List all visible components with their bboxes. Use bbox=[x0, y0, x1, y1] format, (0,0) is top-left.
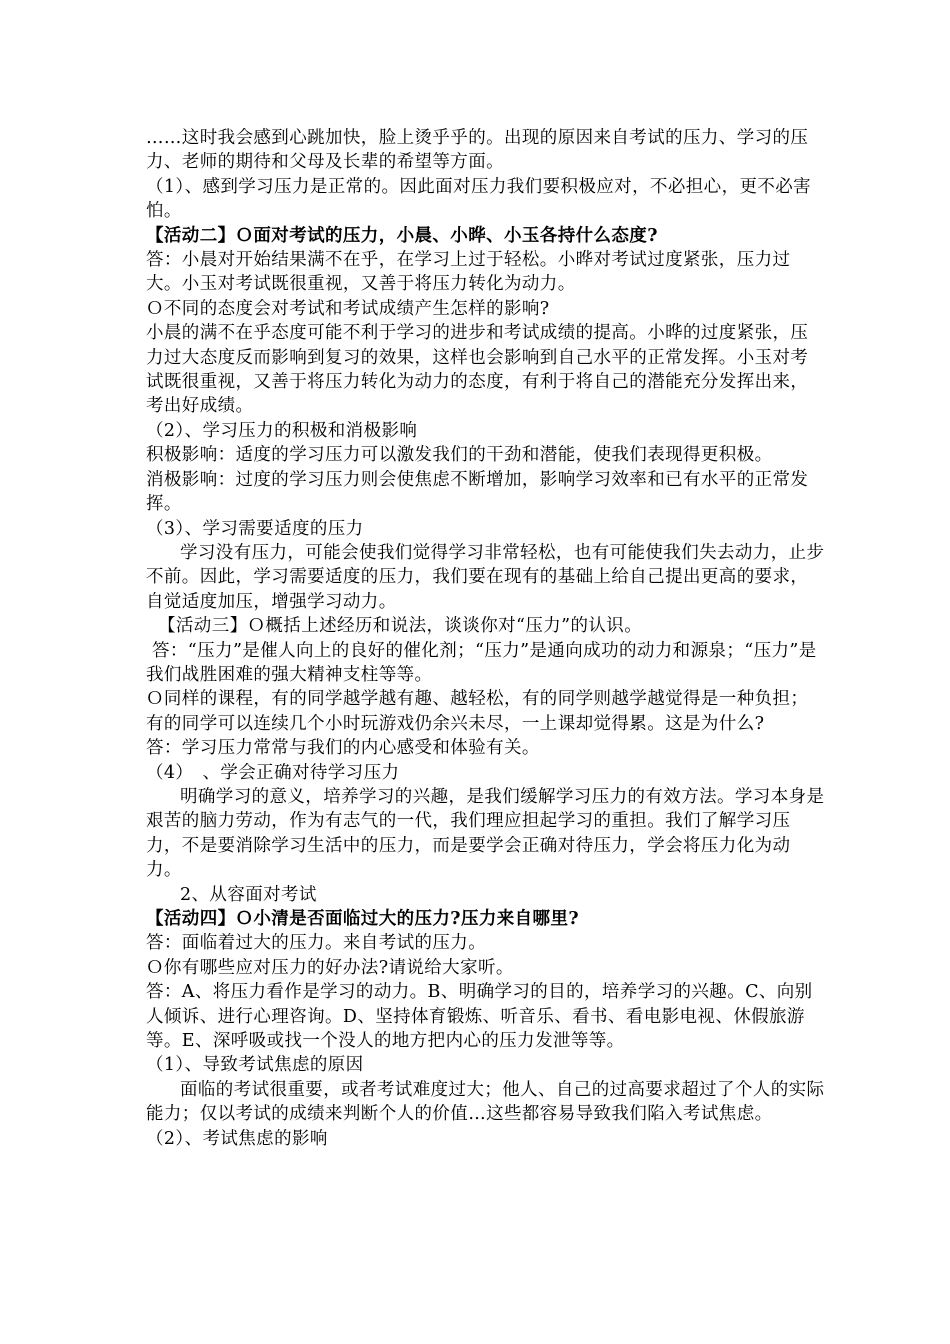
paragraph: 答：面临着过大的压力。来自考试的压力。 bbox=[146, 933, 487, 954]
section-heading: （2）、学习压力的积极和消极影响 bbox=[146, 420, 418, 441]
paragraph: 小晨的满不在乎态度可能不利于学习的进步和考试成绩的提高。小晔的过度紧张，压力过大态度反而影响到复习的效果，这样也会影响到自己水平的正常发挥。小玉对考试既很重视，又善于将压力转化为动力的态度，有利于将自己的潜能充分发挥出来，考出好成绩。 bbox=[146, 323, 809, 417]
paragraph: 答：A、将压力看作是学习的动力。B、明确学习的目的，培养学习的兴趣。C、向别人倾诉、进行心理咨询。D、坚持体育锻炼、听音乐、看书、看电影电视、休假旅游等。E、深呼吸或找一个没人的地方把内心的压力发泄等等。 bbox=[146, 982, 813, 1052]
paragraph: 答：“压力”是催人向上的良好的催化剂；“压力”是通向成功的动力和源泉；“压力”是我们战胜困难的强大精神支柱等等。 bbox=[146, 640, 817, 685]
document-body bbox=[146, 126, 826, 1151]
question: Ｏ不同的态度会对考试和考试成绩产生怎样的影响? bbox=[146, 298, 550, 319]
paragraph: （1）、感到学习压力是正常的。因此面对压力我们要积极应对，不必担心，更不必害怕。 bbox=[146, 176, 812, 222]
section-heading: （1）、导致考试焦虑的原因 bbox=[146, 1055, 364, 1076]
section-heading: （3）、学习需要适度的压力 bbox=[146, 518, 364, 539]
paragraph: 消极影响：过度的学习压力则会使焦虑不断增加，影响学习效率和已有水平的正常发挥。 bbox=[146, 469, 809, 515]
section-heading: （4） 、学会正确对待学习压力 bbox=[146, 762, 400, 783]
activity-heading: 【活动二】Ｏ面对考试的压力，小晨、小晔、小玉各持什么态度? bbox=[146, 225, 658, 246]
paragraph: 积极影响：适度的学习压力可以激发我们的干劲和潜能，使我们表现得更积极。 bbox=[146, 445, 773, 466]
paragraph: 学习没有压力，可能会使我们觉得学习非常轻松，也有可能使我们失去动力，止步不前。因此，学习需要适度的压力，我们要在现有的基础上给自己提出更高的要求，自觉适度加压，增强学习动力。 bbox=[146, 542, 825, 612]
paragraph: ……这时我会感到心跳加快，脸上烫乎乎的。出现的原因来自考试的压力、学习的压力、老师的期待和父母及长辈的希望等方面。 bbox=[146, 128, 809, 173]
question: Ｏ同样的课程，有的同学越学越有趣、越轻松，有的同学则越学越觉得是一种负担；有的同学可以连续几个小时玩游戏仍余兴未尽，一上课却觉得累。这是为什么? bbox=[146, 689, 809, 734]
paragraph: 面临的考试很重要，或者考试难度过大；他人、自己的过高要求超过了个人的实际能力；仅以考试的成绩来判断个人的价值…这些都容易导致我们陷入考试焦虑。 bbox=[146, 1079, 825, 1125]
activity-heading: 【活动三】Ｏ概括上述经历和说法，谈谈你对“压力”的认识。 bbox=[158, 616, 643, 637]
question: Ｏ你有哪些应对压力的好办法?请说给大家听。 bbox=[146, 957, 514, 978]
section-heading: （2）、考试焦虑的影响 bbox=[146, 1128, 328, 1149]
paragraph: 答：小晨对开始结果满不在乎，在学习上过于轻松。小晔对考试过度紧张，压力过大。小玉对考试既很重视，又善于将压力转化为动力。 bbox=[146, 250, 791, 295]
section-heading: 2、从容面对考试 bbox=[180, 884, 317, 905]
paragraph: 明确学习的意义，培养学习的兴趣，是我们缓解学习压力的有效方法。学习本身是艰苦的脑力劳动，作为有志气的一代，我们理应担起学习的重担。我们了解学习压力，不是要消除学习生活中的压力，而是要学会正确对待压力，学会将压力化为动力。 bbox=[146, 786, 825, 881]
activity-heading: 【活动四】Ｏ小清是否面临过大的压力?压力来自哪里? bbox=[146, 909, 580, 929]
paragraph: 答：学习压力常常与我们的内心感受和体验有关。 bbox=[146, 738, 540, 759]
